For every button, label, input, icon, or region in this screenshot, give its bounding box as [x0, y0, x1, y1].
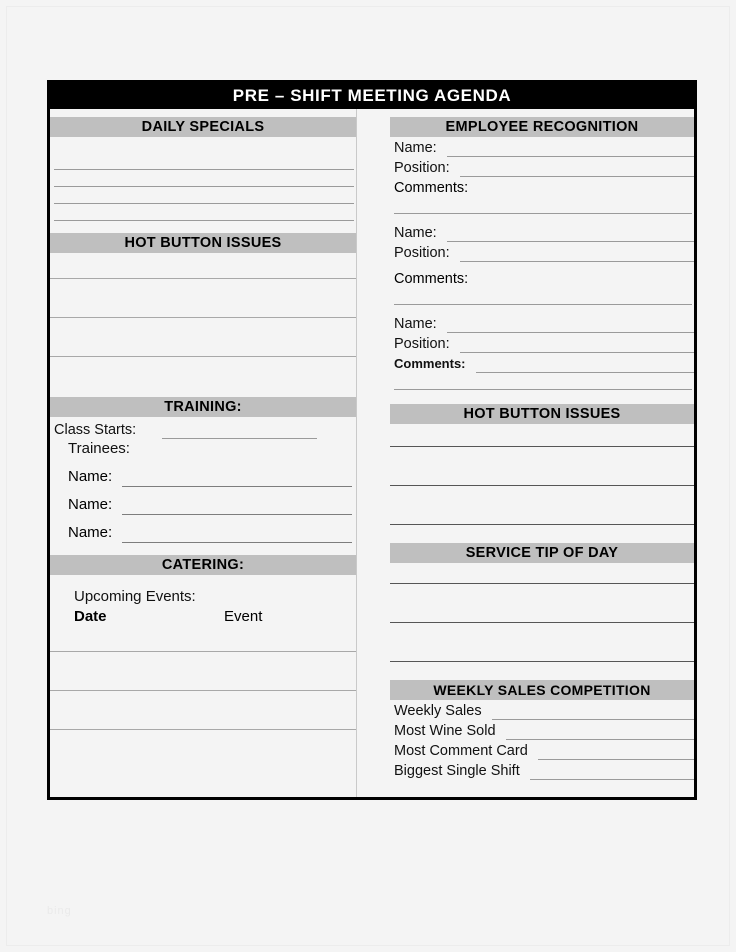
section-header-daily-specials: DAILY SPECIALS — [50, 117, 356, 137]
most-wine-sold-label: Most Wine Sold — [394, 723, 496, 739]
weekly-sales-label: Weekly Sales — [394, 703, 482, 719]
hot-button-issues-left-lines — [50, 253, 356, 397]
training-name-label-2: Name: — [68, 496, 113, 513]
er2-comments-label: Comments: — [394, 271, 469, 287]
gap-before-service-tip — [390, 525, 694, 543]
er2-comments-input-b[interactable] — [394, 288, 692, 305]
most-wine-sold-input[interactable] — [506, 725, 694, 740]
er2-name-input[interactable] — [447, 227, 694, 242]
section-header-hot-button-issues-right: HOT BUTTON ISSUES — [390, 404, 694, 424]
daily-specials-line-3[interactable] — [54, 187, 354, 204]
training-name-row-3 — [50, 515, 356, 543]
weekly-sales-input[interactable] — [492, 705, 694, 720]
biggest-single-shift-row — [390, 760, 694, 780]
catering-upcoming-events-label: Upcoming Events: — [74, 588, 196, 605]
er2-name-row — [390, 222, 694, 242]
hbi-right-spacer — [390, 424, 694, 446]
er1-position-input[interactable] — [460, 162, 694, 177]
catering-spacer — [50, 575, 356, 587]
daily-specials-spacer — [50, 137, 356, 153]
training-name-input-1[interactable] — [122, 466, 352, 487]
section-header-service-tip-of-day: SERVICE TIP OF DAY — [390, 543, 694, 563]
section-header-catering: CATERING: — [50, 555, 356, 575]
er1-name-input[interactable] — [447, 142, 694, 157]
gap-before-hbi-right — [390, 390, 694, 404]
er2-position-input[interactable] — [460, 247, 694, 262]
catering-gap-0 — [50, 627, 356, 651]
training-name-label-1: Name: — [68, 468, 113, 485]
right-top-spacer — [390, 109, 694, 117]
hbi-left-gap-3 — [50, 357, 356, 397]
training-name-label-3: Name: — [68, 524, 113, 541]
page-sheet — [6, 6, 730, 946]
employee-recognition-entry-3 — [390, 313, 694, 390]
employee-recognition-entry-1 — [390, 137, 694, 214]
er3-position-label: Position: — [394, 336, 450, 352]
er3-comments-input-b[interactable] — [394, 373, 692, 390]
page-title: PRE – SHIFT MEETING AGENDA — [50, 83, 694, 109]
employee-recognition-entry-2 — [390, 222, 694, 305]
gap-after-training — [50, 543, 356, 555]
er3-position-input[interactable] — [460, 338, 694, 353]
catering-row-line-3[interactable] — [50, 729, 356, 730]
training-trainees-label: Trainees: — [68, 440, 130, 457]
catering-column-headers — [50, 607, 356, 627]
er3-comments-label: Comments: — [394, 356, 466, 371]
hbi-left-spacer — [50, 253, 356, 278]
hbi-right-gap-1 — [390, 447, 694, 485]
daily-specials-lines — [50, 137, 356, 221]
daily-specials-line-2[interactable] — [54, 170, 354, 187]
form-columns — [50, 109, 694, 797]
er2-position-label: Position: — [394, 245, 450, 261]
service-tip-spacer — [390, 563, 694, 583]
er-gap-1 — [390, 214, 694, 222]
right-column — [390, 109, 694, 797]
biggest-single-shift-input[interactable] — [530, 765, 694, 780]
er2-comments-row — [390, 268, 694, 288]
hbi-left-gap-1 — [50, 279, 356, 317]
page-watermark: bing — [47, 905, 72, 917]
weekly-sales-row — [390, 700, 694, 720]
most-comment-card-row — [390, 740, 694, 760]
er1-comments-row — [390, 177, 694, 197]
training-class-starts-label: Class Starts: — [54, 422, 137, 438]
gap-after-daily-specials — [50, 221, 356, 233]
column-gutter — [357, 109, 390, 797]
most-comment-card-input[interactable] — [538, 745, 694, 760]
er3-name-label: Name: — [394, 316, 437, 332]
hbi-right-gap-2 — [390, 486, 694, 524]
er3-comments-row — [390, 353, 694, 373]
training-class-starts-row — [50, 417, 356, 439]
er3-name-row — [390, 313, 694, 333]
service-tip-gap-1 — [390, 584, 694, 622]
er3-position-row — [390, 333, 694, 353]
er1-name-row — [390, 137, 694, 157]
er1-position-row — [390, 157, 694, 177]
section-header-training: TRAINING: — [50, 397, 356, 417]
er3-name-input[interactable] — [447, 318, 694, 333]
training-class-starts-input[interactable] — [162, 424, 317, 439]
er3-comments-input[interactable] — [476, 358, 694, 373]
training-name-input-3[interactable] — [122, 522, 352, 543]
catering-gap-1 — [50, 652, 356, 690]
er2-comments-input-a[interactable] — [468, 274, 694, 288]
training-name-row-2 — [50, 487, 356, 515]
left-top-spacer — [50, 109, 356, 117]
training-name-input-2[interactable] — [122, 494, 352, 515]
er-gap-2 — [390, 305, 694, 313]
section-header-employee-recognition: EMPLOYEE RECOGNITION — [390, 117, 694, 137]
catering-col-date: Date — [74, 608, 107, 625]
biggest-single-shift-label: Biggest Single Shift — [394, 763, 520, 779]
section-header-weekly-sales-competition: WEEKLY SALES COMPETITION — [390, 680, 694, 700]
catering-col-event: Event — [224, 608, 263, 625]
er1-comments-input-b[interactable] — [394, 197, 692, 214]
er1-name-label: Name: — [394, 140, 437, 156]
er1-position-label: Position: — [394, 160, 450, 176]
agenda-form — [47, 80, 697, 800]
hbi-left-gap-2 — [50, 318, 356, 356]
er2-name-label: Name: — [394, 225, 437, 241]
catering-gap-2 — [50, 691, 356, 729]
daily-specials-line-1[interactable] — [54, 153, 354, 170]
gap-before-weekly-sales — [390, 662, 694, 680]
section-header-hot-button-issues-left: HOT BUTTON ISSUES — [50, 233, 356, 253]
service-tip-gap-2 — [390, 623, 694, 661]
most-wine-sold-row — [390, 720, 694, 740]
daily-specials-line-4[interactable] — [54, 204, 354, 221]
left-column — [50, 109, 357, 797]
training-name-row-1 — [50, 459, 356, 487]
er2-position-row — [390, 242, 694, 262]
er1-comments-label: Comments: — [394, 180, 469, 196]
most-comment-card-label: Most Comment Card — [394, 743, 528, 759]
er1-comments-input-a[interactable] — [468, 183, 694, 197]
